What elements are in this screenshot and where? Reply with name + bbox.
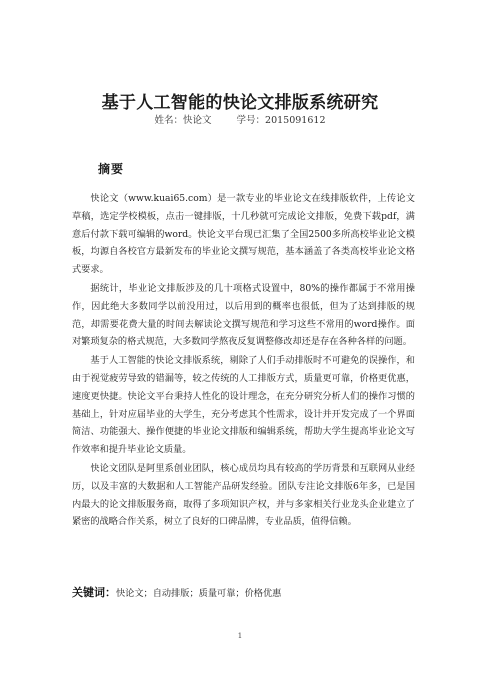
abstract-body [72,190,415,532]
abstract-heading: 摘要 [98,162,125,176]
keywords-values: 快论文；自动排版；质量可靠；价格优惠 [116,588,282,599]
abstract-paragraph: 快论文团队是阿里系创业团队，核心成员均具有较高的学历背景和互联网从业经历，以及丰富的大数据和人工智能产品研发经验。团队专注论文排版6年多，已是国内最大的论文排版服务商，取得了多项知识产权，并与多家相关行业龙头企业建立了紧密的战略合作关系，树立了良好的口碑品牌，专业品质，值得信赖。 [72,462,415,528]
abstract-paragraph: 据统计，毕业论文排版涉及的几十项格式设置中，80%的操作都属于不常用操作，因此绝大多数同学以前没用过，以后用到的概率也很低，但为了达到排版的规范，却需要花费大量的时间去解读论文撰写规范和学习这些不常用的word操作。面对繁琐复杂的格式规范，大多数同学熬夜反复调整修改却还是存在各种各样的问题。 [72,282,415,348]
paper-title: 基于人工智能的快论文排版系统研究 [101,93,379,113]
keywords-label: 关键词： [72,586,116,599]
author-name: 姓名：快论文 [154,115,212,126]
page-number: 1 [237,632,243,640]
abstract-paragraph: 快论文（www.kuai65.com）是一款专业的毕业论文在线排版软件，上传论文草稿，选定学校模板，点击一键排版，十几秒就可完成论文排版，免费下载pdf，满意后付款下载可编辑的word。快论文平台现已汇集了全国2500多所高校毕业论文模板，均源自各校官方最新发布的毕业论文撰写规范，基本涵盖了各类高校毕业论文格式要求。 [72,193,415,276]
student-id: 学号：2015091612 [236,115,326,126]
keywords-line [72,584,415,600]
abstract-paragraph: 基于人工智能的快论文排版系统，剔除了人们手动排版时不可避免的误操作，和由于视觉疲劳导致的错漏等，较之传统的人工排版方式，质量更可靠，价格更优惠，速度更快捷。快论文平台秉持人性化的设计理念，在充分研究分析人们的操作习惯的基础上，针对应届毕业的大学生，充分考虑其个性需求，设计并开发完成了一个界面简洁、功能强大、操作便捷的毕业论文排版和编辑系统，帮助大学生提高毕业论文写作效率和提升毕业论文质量。 [72,355,415,456]
author-line [0,112,480,126]
